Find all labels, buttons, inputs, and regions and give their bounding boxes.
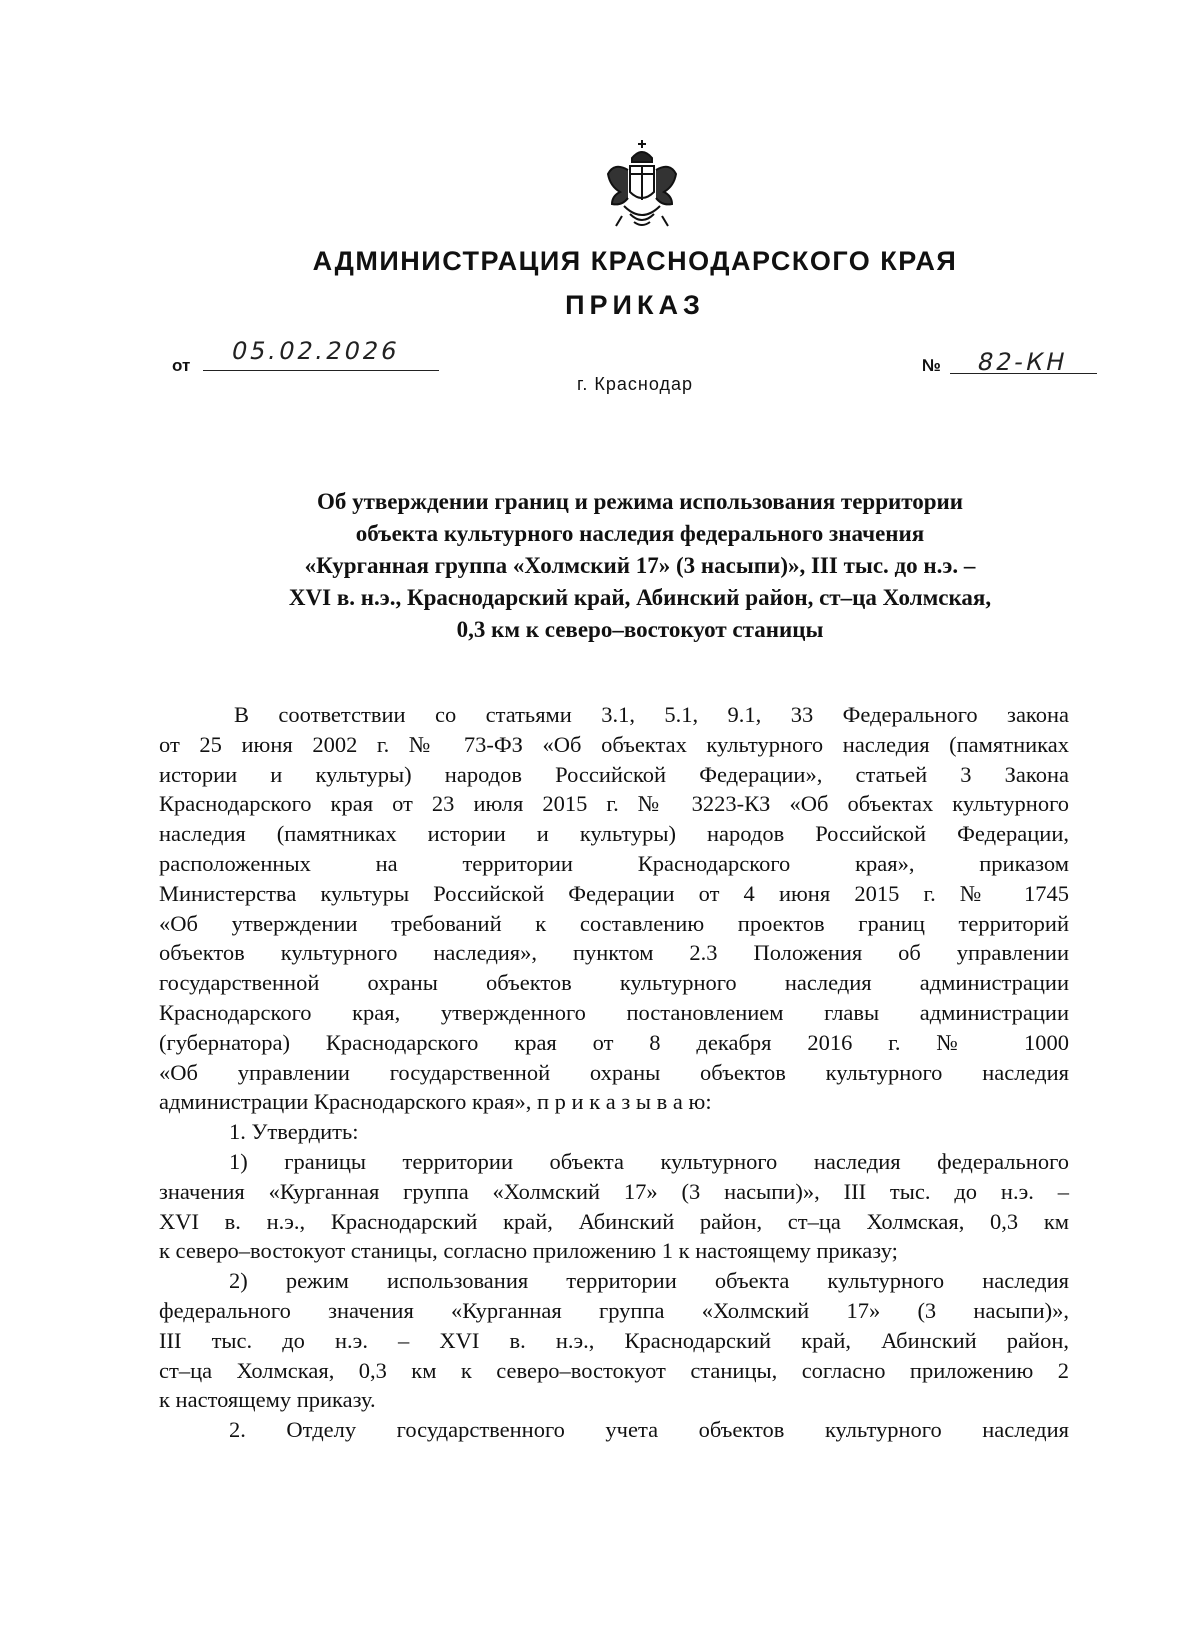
body-line: Краснодарского края, утвержденного постановлением главы администрации — [159, 999, 1069, 1025]
body-line: истории и культуры) народов Российской Федерации», статьей 3 Закона — [159, 761, 1069, 787]
body-line: 1) границы территории объекта культурного наследия федерального — [229, 1148, 1069, 1174]
body-line: 2. Отделу государственного учета объектов культурного наследия — [229, 1417, 1069, 1443]
body-line: 1. Утвердить: — [229, 1119, 359, 1145]
body-line: (губернатора) Краснодарского края от 8 декабря 2016 г. № 1000 — [159, 1029, 1069, 1055]
body-line: Краснодарского края от 23 июля 2015 г. № 3223-КЗ «Об объектах культурного — [159, 791, 1069, 817]
body-line: к северо–востокуот станицы, согласно приложению 1 к настоящему приказу; — [159, 1238, 898, 1264]
date-label: от — [172, 356, 191, 375]
body-line: наследия (памятниках истории и культуры) народов Российской Федерации, — [159, 821, 1069, 847]
number-label: № — [922, 356, 941, 375]
order-title — [140, 486, 1140, 646]
body-line: значения «Курганная группа «Холмский 17» (3 насыпи)», III тыс. до н.э. – — [159, 1178, 1069, 1204]
coat-of-arms-emblem — [604, 136, 680, 232]
handwritten-number: 82-КН — [975, 348, 1071, 376]
body-line: В соответствии со статьями 3.1, 5.1, 9.1, 33 Федерального закона — [234, 702, 1069, 727]
document-type: ПРИКАЗ — [565, 290, 705, 320]
title-line: XVI в. н.э., Краснодарский край, Абинский район, ст–ца Холмская, — [288, 585, 992, 610]
body-line: от 25 июня 2002 г. № 73-ФЗ «Об объектах культурного наследия (памятниках — [159, 731, 1069, 757]
body-line: администрации Краснодарского края», п р и к а з ы в а ю: — [159, 1089, 712, 1115]
title-line: 0,3 км к северо–востокуот станицы — [456, 617, 824, 642]
body-line: III тыс. до н.э. – XVI в. н.э., Краснодарский край, Абинский район, — [159, 1327, 1069, 1353]
body-line: 2) режим использования территории объекта культурного наследия — [229, 1268, 1069, 1294]
body-line: расположенных на территории Краснодарского края», приказом — [159, 850, 1069, 876]
organization-name: АДМИНИСТРАЦИЯ КРАСНОДАРСКОГО КРАЯ — [312, 246, 958, 276]
body-line: XVI в. н.э., Краснодарский край, Абинский район, ст–ца Холмская, 0,3 км — [159, 1208, 1069, 1234]
handwritten-date: 05.02.2026 — [229, 337, 403, 365]
body-line: федерального значения «Курганная группа «Холмский 17» (3 насыпи)», — [159, 1297, 1069, 1323]
title-line: «Курганная группа «Холмский 17» (3 насыпи)», III тыс. до н.э. – — [304, 553, 976, 578]
order-body — [159, 700, 1069, 1445]
body-line: объектов культурного наследия», пунктом 2.3 Положения об управлении — [159, 940, 1069, 966]
title-line: объекта культурного наследия федерального значения — [355, 521, 925, 546]
body-line: «Об утверждении требований к составлению проектов границ территорий — [159, 910, 1069, 936]
body-line: государственной охраны объектов культурного наследия администрации — [159, 970, 1069, 996]
date-underline — [203, 370, 439, 371]
title-line: Об утверждении границ и режима использования территории — [316, 489, 964, 514]
body-line: «Об управлении государственной охраны объектов культурного наследия — [159, 1059, 1069, 1085]
city: г. Краснодар — [577, 374, 693, 394]
body-line: Министерства культуры Российской Федерации от 4 июня 2015 г. № 1745 — [159, 880, 1069, 906]
body-line: к настоящему приказу. — [159, 1387, 376, 1413]
body-line: ст–ца Холмская, 0,3 км к северо–востокуот станицы, согласно приложению 2 — [159, 1357, 1069, 1383]
